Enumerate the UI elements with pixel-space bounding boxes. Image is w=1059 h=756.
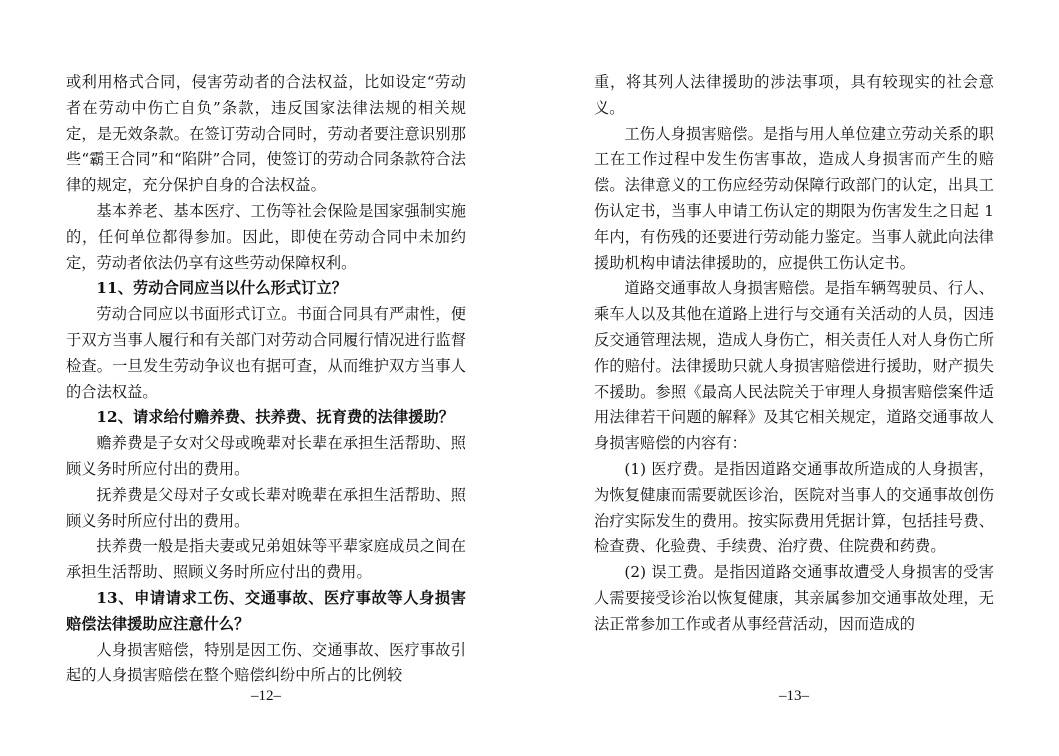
paragraph: 道路交通事故人身损害赔偿。是指车辆驾驶员、行人、乘车人以及其他在道路上进行与交通有关活动的人员，因违反交通管理法规，造成人身伤亡，相关责任人对人身伤亡所作的赔付。法律援助只就人身损害赔偿进行援助，财产损失不援助。参照《最高人民法院关于审理人身损害赔偿案件适用法律若干问题的解释》及其它相关规定，道路交通事故人身损害赔偿的内容有： (594, 279, 994, 453)
section-heading: 11、劳动合同应当以什么形式订立？ (96, 279, 348, 298)
paragraph: 重，将其列人法律援助的涉法事项，具有较现实的社会意义。 (594, 73, 994, 117)
paragraph: 扶养费一般是指夫妻或兄弟姐妹等平辈家庭成员之间在承担生活帮助、照顾义务时所应付出的费用。 (66, 537, 466, 582)
paragraph: 或利用格式合同，侵害劳动者的合法权益，比如设定“劳动者在劳动中伤亡自负”条款，违反国家法律法规的相关规定，是无效条款。在签订劳动合同时，劳动者要注意识别那些“霸王合同”和“陷阱”合同，使签订的劳动合同条款符合法律的规定，充分保护自身的合法权益。 (66, 73, 466, 195)
paragraph: 工伤人身损害赔偿。是指与用人单位建立劳动关系的职工在工作过程中发生伤害事故，造成人身损害而产生的赔偿。法律意义的工伤应经劳动保障行政部门的认定，出具工伤认定书，当事人申请工伤认定的期限为伤害发生之日起 1 年内，有伤残的还要进行劳动能力鉴定。当事人就此向法律援助机构申请法律援助的，应提供工伤认定书。 (594, 124, 994, 272)
section-heading: 13、申请请求工伤、交通事故、医疗事故等人身损害赔偿法律援助应注意什么？ (66, 588, 466, 633)
page-number-right: –13– (779, 688, 809, 704)
paragraph: (2) 误工费。是指因道路交通事故遭受人身损害的受害人需要接受诊治以恢复健康，其亲属参加交通事故处理，无法正常参加工作或者从事经营活动，因而造成的 (594, 563, 994, 633)
page-number-left: –12– (251, 688, 281, 704)
paragraph: 基本养老、基本医疗、工伤等社会保险是国家强制实施的，任何单位都得参加。因此，即使在劳动合同中未加约定，劳动者依法仍享有这些劳动保障权利。 (66, 201, 466, 272)
paragraph: 赡养费是子女对父母或晚辈对长辈在承担生活帮助、照顾义务时所应付出的费用。 (66, 434, 466, 478)
left-page (66, 70, 466, 689)
paragraph: 劳动合同应以书面形式订立。书面合同具有严肃性，便于双方当事人履行和有关部门对劳动合同履行情况进行监督检查。一旦发生劳动争议也有据可查，从而维护双方当事人的合法权益。 (66, 305, 466, 401)
paragraph: 抚养费是父母对子女或长辈对晚辈在承担生活帮助、照顾义务时所应付出的费用。 (66, 485, 466, 530)
right-page (594, 70, 994, 638)
paragraph: (1) 医疗费。是指因道路交通事故所造成的人身损害，为恢复健康而需要就医诊治，医院对当事人的交通事故创伤治疗实际发生的费用。按实际费用凭据计算，包括挂号费、检查费、化验费、手续费、治疗费、住院费和药费。 (594, 459, 994, 556)
paragraph: 人身损害赔偿，特别是因工伤、交通事故、医疗事故引起的人身损害赔偿在整个赔偿纠纷中所占的比例较 (66, 640, 466, 685)
section-heading: 12、请求给付赡养费、扶养费、抚育费的法律援助？ (96, 408, 455, 427)
